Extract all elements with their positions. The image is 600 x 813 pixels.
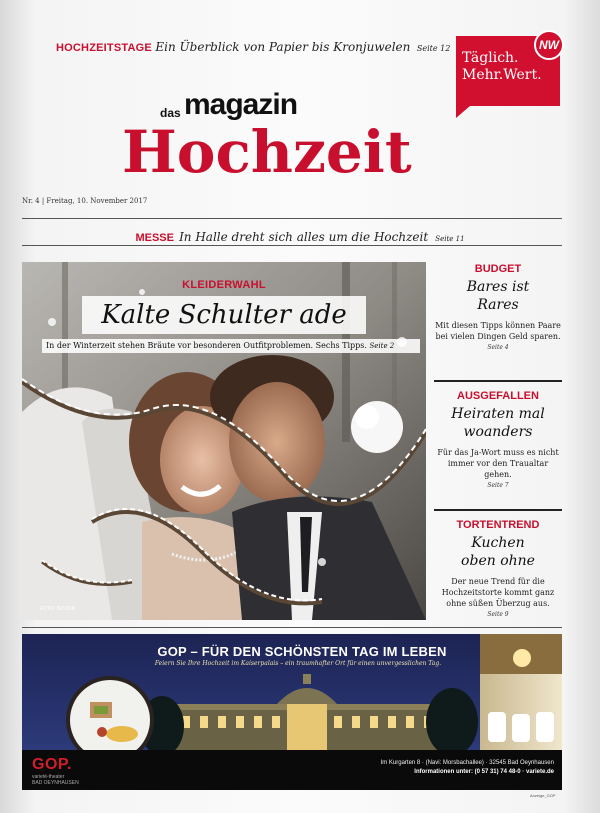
sidebar-body: Für das Ja-Wort muss es nicht immer vor den Traualtar gehen. (437, 448, 559, 479)
masthead-title: Hochzeit (122, 118, 412, 186)
sidebar-headline-2: Rares (477, 297, 519, 313)
ad-address: Im Kurgarten 8 · (Navi: Morsbachallee) · 32545 Bad Oeynhausen (380, 760, 554, 766)
sidebar-headline-2: woanders (463, 424, 533, 440)
top-teaser-text: Ein Überblick von Papier bis Kronjuwelen (155, 40, 411, 54)
divider-bottom (22, 245, 562, 246)
photo-credit: FOTO: ISTOCK (40, 606, 76, 612)
sidebar-headline-1: Heiraten mal (451, 406, 545, 422)
top-teaser-page: Seite 12 (416, 44, 451, 53)
cover-subtitle-page: Seite 2 (369, 342, 395, 350)
messe-page: Seite 11 (435, 235, 465, 243)
badge-line-2: Mehr.Wert. (462, 67, 542, 83)
masthead-magazin: magazin (184, 88, 298, 121)
gop-logo-sub-1: varieté-theater (32, 774, 65, 780)
top-teaser[interactable] (56, 40, 450, 54)
divider-top (22, 218, 562, 219)
sidebar-page: Seite 4 (487, 344, 509, 351)
messe-teaser[interactable] (0, 226, 600, 245)
messe-text: In Halle dreht sich alles um die Hochzeit (179, 230, 429, 244)
sidebar-divider-1 (434, 380, 562, 382)
sidebar-body: Mit diesen Tipps können Paare bei vielen Dingen Geld sparen. (435, 321, 561, 341)
cover-headline: Kalte Schulter ade (82, 296, 366, 334)
sidebar-headline-1: Bares ist (466, 279, 530, 295)
sidebar-teaser-budget[interactable] (434, 262, 562, 351)
sidebar-headline-1: Kuchen (471, 535, 525, 551)
nw-logo-icon: NW (534, 30, 564, 60)
brand-badge (456, 36, 560, 106)
masthead-das: das (160, 106, 181, 120)
issue-info: Nr. 4 | Freitag, 10. November 2017 (22, 197, 148, 205)
sidebar-kicker: BUDGET (474, 263, 522, 275)
sidebar-page: Seite 7 (487, 482, 509, 489)
ad-footer-bar (22, 750, 562, 790)
divider-ad (22, 627, 562, 628)
cover-story[interactable] (22, 262, 426, 620)
sidebar-teaser-tortentrend[interactable] (434, 518, 562, 618)
sidebar-teaser-ausgefallen[interactable] (434, 389, 562, 489)
ad-headline: GOP – FÜR DEN SCHÖNSTEN TAG IM LEBEN (157, 644, 447, 659)
gop-logo-sub (32, 774, 79, 786)
sidebar-body: Der neue Trend für die Hochzeitstorte kommt ganz ohne süßen Überzug aus. (441, 577, 555, 608)
cover-subtitle (42, 339, 420, 353)
sidebar-headline-2: oben ohne (461, 553, 535, 569)
sidebar-page: Seite 9 (487, 611, 509, 618)
sidebar-kicker: TORTENTREND (456, 519, 540, 531)
gop-advertisement[interactable] (22, 634, 562, 790)
cover-subtitle-text: In der Winterzeit stehen Bräute vor besonderen Outfitproblemen. Sechs Tipps. (46, 341, 367, 350)
sidebar-kicker: AUSGEFALLEN (457, 390, 539, 402)
gop-logo-sub-2: BAD OEYNHAUSEN (32, 780, 79, 786)
top-teaser-kicker: HOCHZEITSTAGE (56, 42, 152, 54)
ad-info[interactable]: Informationen unter: (0 57 31) 74 48-0 · variete.de (414, 769, 554, 775)
messe-kicker: MESSE (135, 232, 174, 244)
ad-contact (381, 759, 554, 777)
gop-logo: GOP. (32, 756, 72, 773)
badge-line-1: Täglich. (462, 50, 519, 66)
cover-kicker: KLEIDERWAHL (182, 279, 266, 291)
ad-subline: Feiern Sie Ihre Hochzeit im Kaiserpalais – ein traumhafter Ort für einen unvergesslichen Tag. (154, 660, 442, 667)
sidebar-divider-2 (434, 509, 562, 511)
ad-credit: Anzeige_GOP (530, 793, 556, 798)
